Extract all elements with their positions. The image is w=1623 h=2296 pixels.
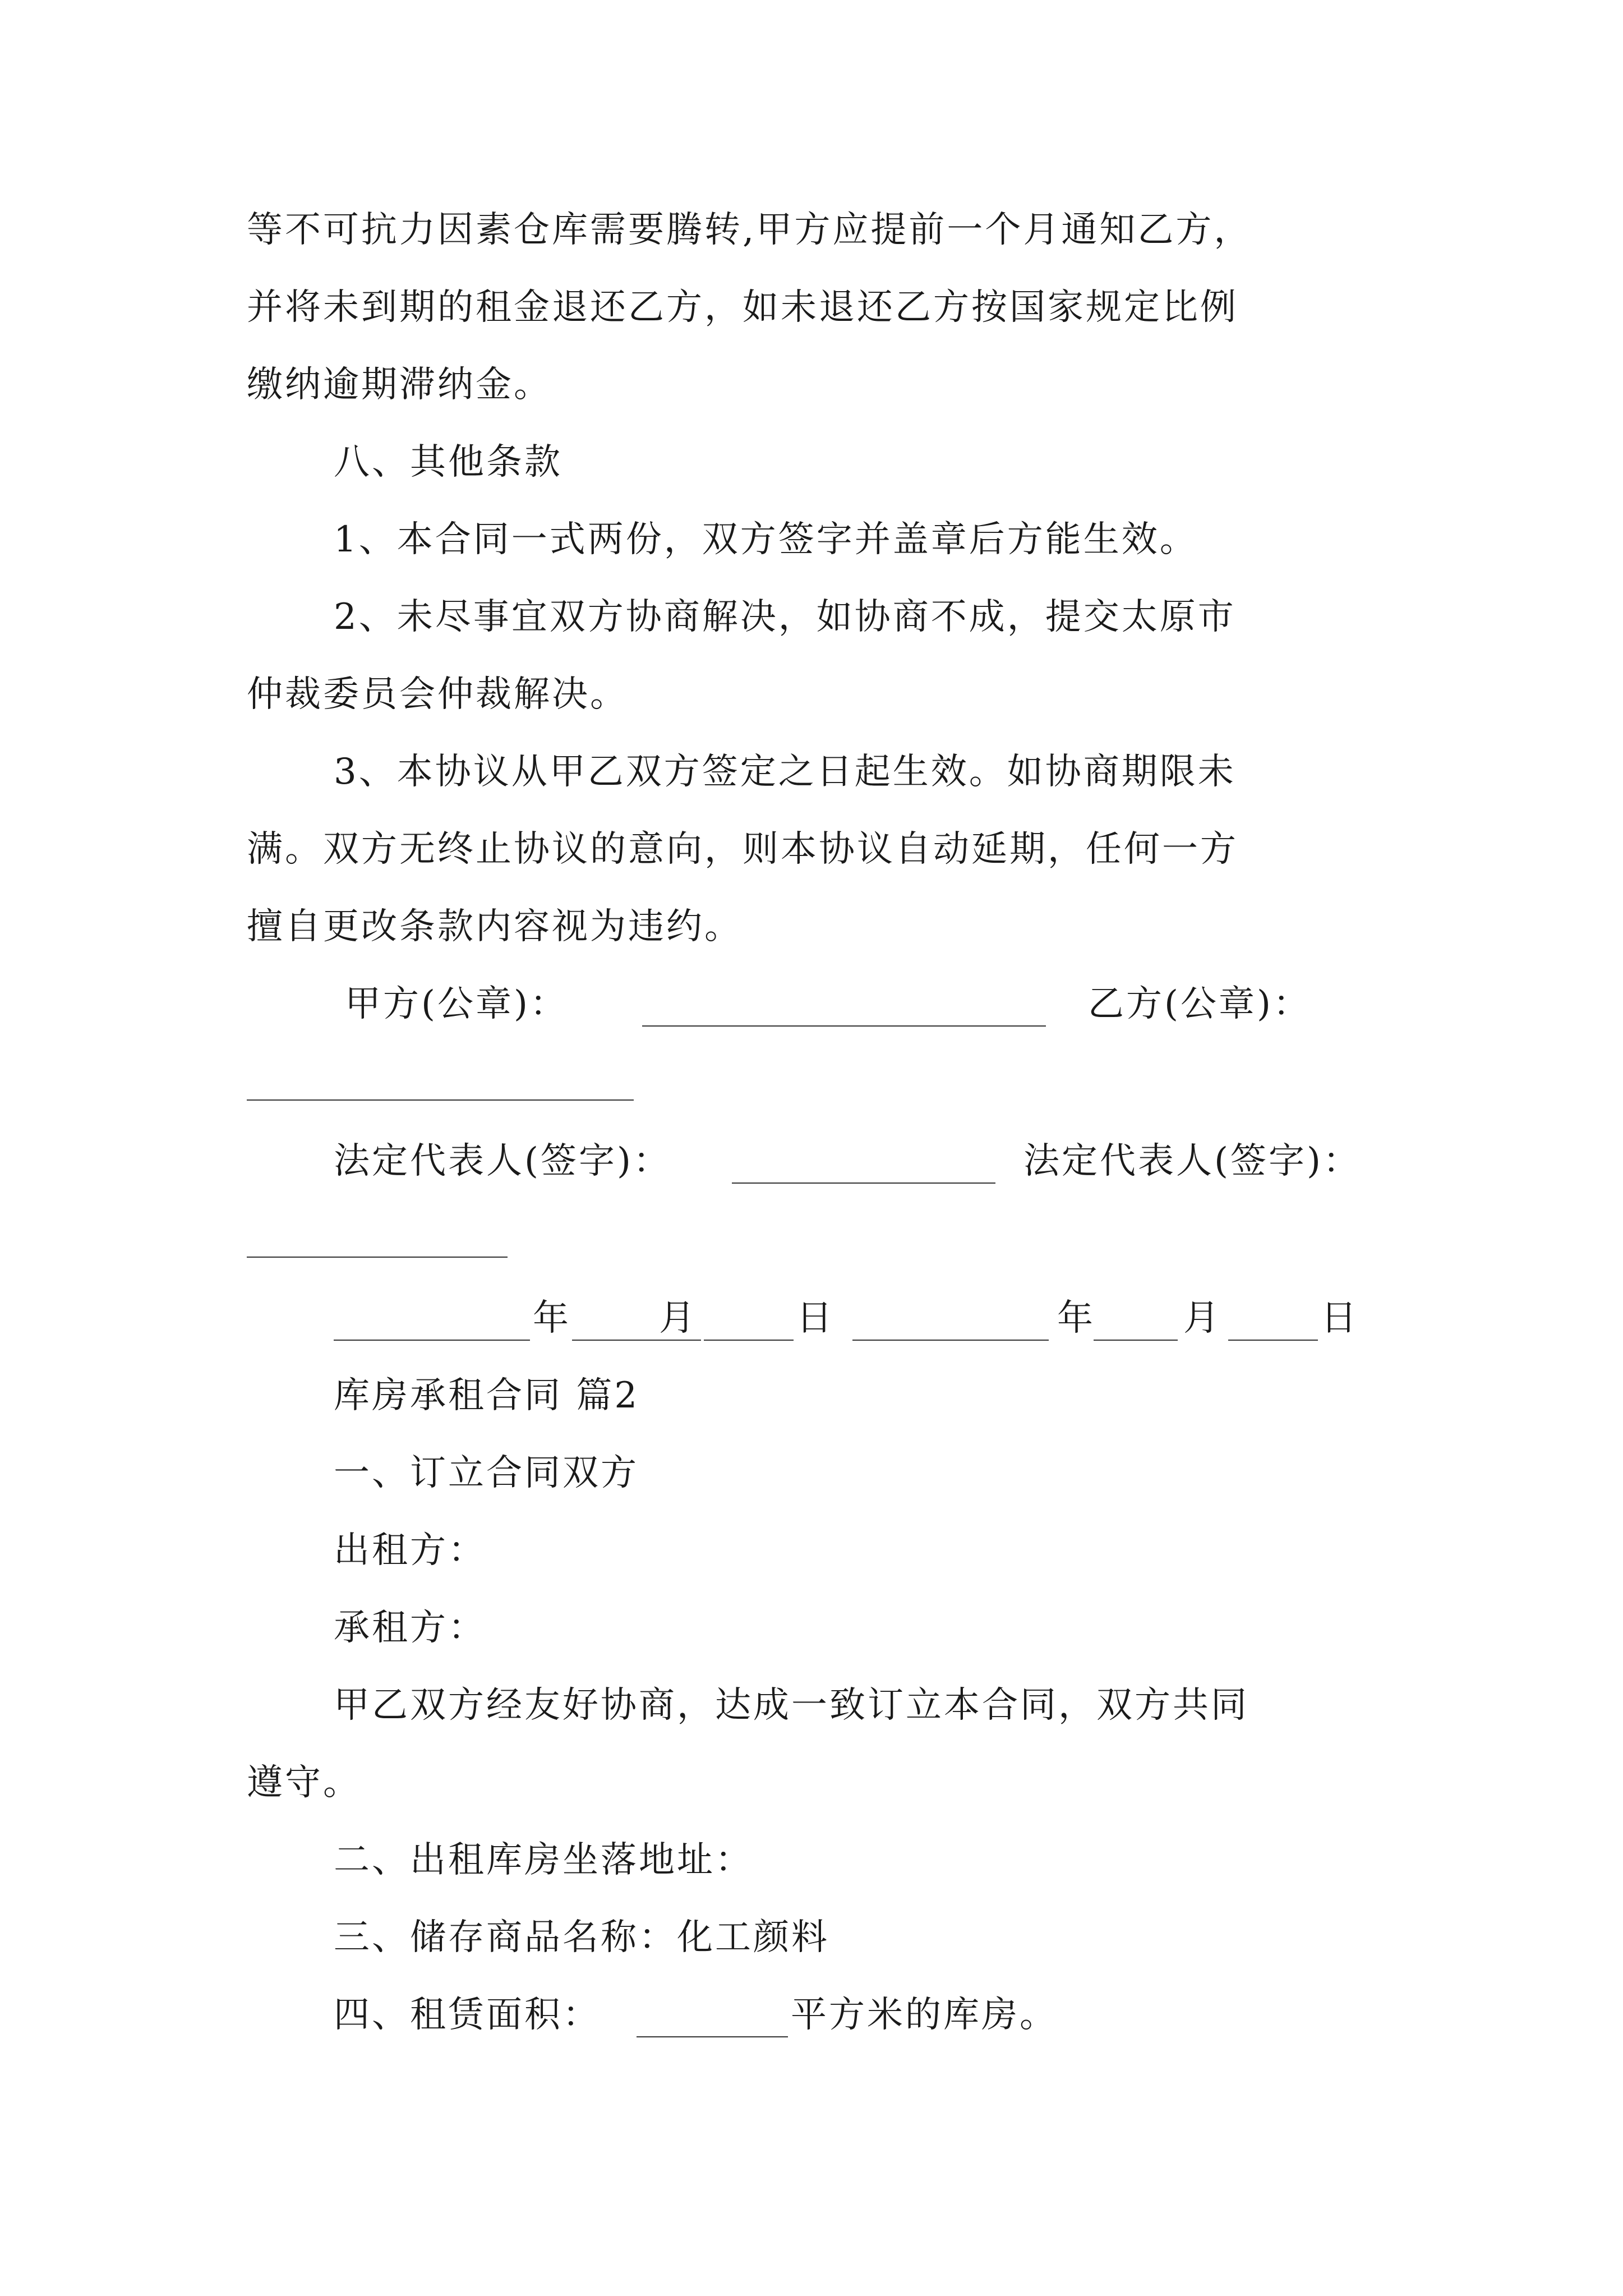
section-heading: 三、储存商品名称：化工颜料 bbox=[334, 1917, 829, 1958]
party-b-seal-label: 乙方(公章)： bbox=[1088, 983, 1311, 1025]
date-a-year: 年 bbox=[533, 1297, 571, 1339]
date-a-day: 日 bbox=[796, 1297, 834, 1339]
paragraph-line: 并将未到期的租金退还乙方，如未退还乙方按国家规定比例 bbox=[247, 287, 1238, 328]
paragraph-line: 承租方： bbox=[334, 1607, 486, 1649]
date-b-month: 月 bbox=[1183, 1297, 1221, 1339]
section-title: 库房承租合同 篇2 bbox=[334, 1375, 640, 1416]
paragraph-line: 甲乙双方经友好协商，达成一致订立本合同，双方共同 bbox=[334, 1685, 1249, 1726]
paragraph-line: 满。双方无终止协议的意向，则本协议自动延期，任何一方 bbox=[247, 829, 1238, 870]
paragraph-line: 3、本协议从甲乙双方签定之日起生效。如协商期限未 bbox=[334, 751, 1236, 793]
rep-a-label: 法定代表人(签字)： bbox=[334, 1140, 671, 1182]
party-b-seal-blank bbox=[247, 1099, 634, 1101]
date-b-day-blank bbox=[1228, 1340, 1318, 1341]
paragraph-line: 擅自更改条款内容视为违约。 bbox=[247, 906, 743, 947]
date-b-year-blank bbox=[852, 1340, 1049, 1341]
paragraph-line: 出租方： bbox=[334, 1530, 486, 1571]
rep-b-label: 法定代表人(签字)： bbox=[1023, 1140, 1361, 1182]
paragraph-line: 遵守。 bbox=[247, 1762, 361, 1803]
paragraph-line: 缴纳逾期滞纳金。 bbox=[247, 364, 552, 406]
date-a-year-blank bbox=[334, 1340, 530, 1341]
paragraph-line: 1、本合同一式两份，双方签字并盖章后方能生效。 bbox=[334, 519, 1198, 560]
date-b-year: 年 bbox=[1057, 1297, 1095, 1339]
rep-b-blank bbox=[247, 1257, 508, 1258]
date-b-month-blank bbox=[1094, 1340, 1178, 1341]
paragraph-line: 2、未尽事宜双方协商解决，如协商不成，提交太原市 bbox=[334, 596, 1236, 638]
date-a-day-blank bbox=[704, 1340, 794, 1341]
section-heading: 八、其他条款 bbox=[334, 441, 562, 483]
section-heading: 二、出租库房坐落地址： bbox=[334, 1839, 753, 1881]
paragraph-line: 仲裁委员会仲裁解决。 bbox=[247, 674, 628, 715]
paragraph-line: 等不可抗力因素仓库需要腾转,甲方应提前一个月通知乙方， bbox=[247, 209, 1252, 251]
area-suffix: 平方米的库房。 bbox=[791, 1994, 1058, 2036]
date-b-day: 日 bbox=[1321, 1297, 1359, 1339]
rep-a-blank bbox=[732, 1182, 995, 1184]
party-a-seal-label: 甲方(公章)： bbox=[345, 983, 568, 1025]
section-heading: 一、订立合同双方 bbox=[334, 1452, 639, 1494]
party-a-seal-blank bbox=[642, 1025, 1046, 1027]
area-blank bbox=[637, 2036, 788, 2037]
date-a-month: 月 bbox=[659, 1297, 697, 1339]
area-label: 四、租赁面积： bbox=[334, 1994, 601, 2036]
